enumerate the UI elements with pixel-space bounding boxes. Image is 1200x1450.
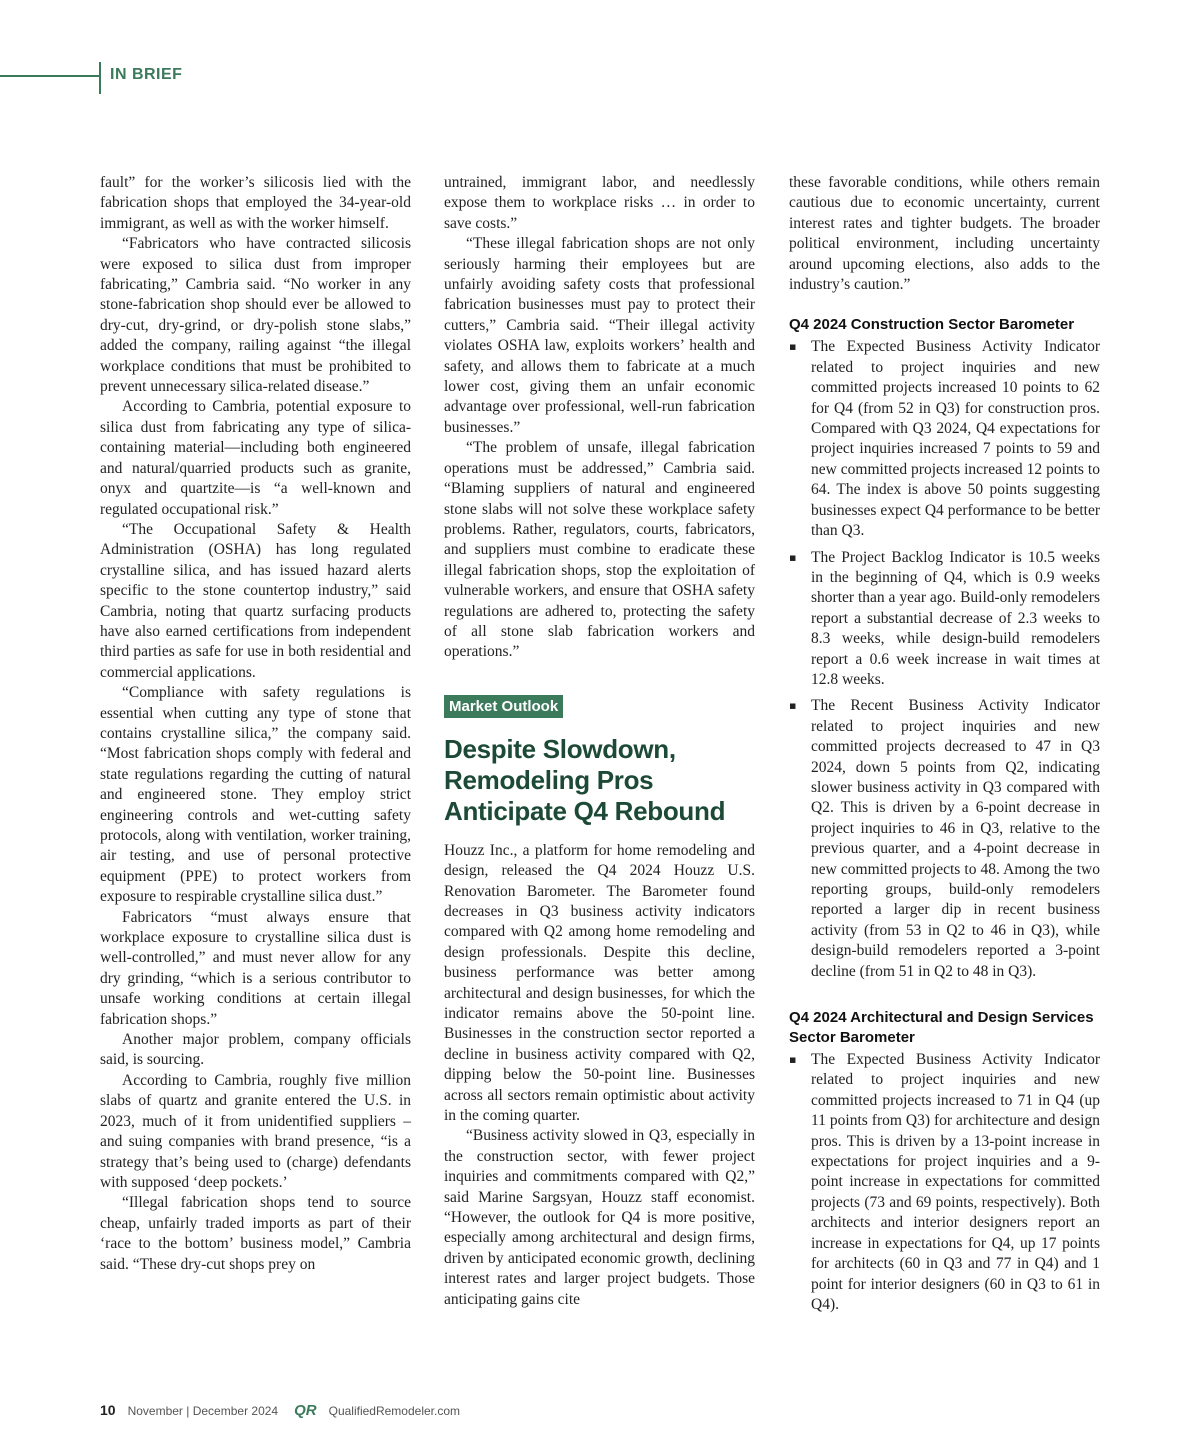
paragraph: “The Occupational Safety & Health Administration (OSHA) has long regulated crystalline silica, and has issued hazard alerts specific to the stone countertop industry,” said Cambria, noting that quartz surfacing products have also earned certifications from independent third parties as safe for use in both residential and commercial applications. xyxy=(100,520,411,681)
header-divider xyxy=(99,62,101,94)
paragraph: “Compliance with safety regulations is essential when cutting any type of stone that contains crystalline silica,” the company said. “Most fabrication shops comply with federal and state regulations regarding the cutting of natural and engineered stone. They employ strict engineering controls and wet-cutting safety protocols, along with ventilation, worker training, air testing, and use of personal protective equipment (PPE) to protect workers from exposure to respirable crystalline silica dust.” xyxy=(100,684,411,906)
paragraph: these favorable conditions, while others remain cautious due to economic uncertainty, current interest rates and tighter budgets. The broader political environment, including uncertainty around upcoming elections, also adds to the industry’s caution.” xyxy=(789,174,1100,294)
bullet-icon: ▪ xyxy=(789,699,797,713)
market-outlook-tag: Market Outlook xyxy=(444,695,563,718)
architectural-bullet-list xyxy=(789,1050,1100,1315)
column-3 xyxy=(789,173,1100,1321)
list-item: ▪ The Expected Business Activity Indicator related to project inquiries and new committed projects increased to 71 in Q4 (up 11 points from Q3) for architecture and design pros. This is driven by a 13-point increase in expectations for project inquiries and a 9-point increase in expectations for committed projects (73 and 69 points, respectively). Both architects and interior designers report an increase in expectations for Q4, up 17 points for architects (60 in Q3 and 77 in Q4) and 1 point for interior designers (60 in Q3 to 61 in Q4). xyxy=(789,1051,1100,1313)
header-rule xyxy=(0,75,100,77)
architectural-barometer-heading: Q4 2024 Architectural and Design Services Sector Barometer xyxy=(789,1009,1094,1047)
paragraph: “These illegal fabrication shops are not only seriously harming their employees but are unfairly avoiding safety costs that professional fabrication businesses must pay to protect their cutters,” Cambria said. “Their illegal activity violates OSHA law, exploits workers’ health and safety, and allows them to fabricate at a much lower cost, giving them an unfair economic advantage over professional, well-run fabrication businesses.” xyxy=(444,235,755,436)
section-label: IN BRIEF xyxy=(110,66,183,83)
paragraph: “Illegal fabrication shops tend to source cheap, unfairly traded imports as part of their ‘race to the bottom’ business model,” Cambria said. “These dry-cut shops prey on xyxy=(100,1194,411,1273)
article-paragraph: Houzz Inc., a platform for home remodeling and design, released the Q4 2024 Houzz U.S. Renovation Barometer. The Barometer found decreases in Q3 business activity indicators compared with Q2 among home remodeling and design professionals. Despite this decline, business performance was better among architectural and design businesses, for which the indicator remains above the 50-point line. Businesses in the construction sector reported a decline in business activity compared with Q2, dipping below the 50-point line. Businesses across all sectors remain optimistic about activity in the coming quarter. xyxy=(444,841,755,1125)
article-paragraph: “Business activity slowed in Q3, especially in the construction sector, with fewer project inquiries and commitments compared with Q2,” said Marine Sargsyan, Houzz staff economist. “However, the outlook for Q4 is more positive, especially among architectural and design firms, driven by anticipated economic growth, declining interest rates and larger project budgets. Those anticipating gains cite xyxy=(444,1127,755,1308)
paragraph: According to Cambria, roughly five million slabs of quartz and granite entered the U.S. in 2023, much of it from unidentified suppliers – and suing companies with brand presence, “is a strategy that’s being used to (charge) defendants with supposed ‘deep pockets.’ xyxy=(100,1071,411,1191)
article-headline: Despite Slowdown, Remodeling Pros Anticipate Q4 Rebound xyxy=(444,733,726,826)
column-1 xyxy=(100,173,411,1275)
bullet-icon: ▪ xyxy=(789,550,797,564)
website-link[interactable]: QualifiedRemodeler.com xyxy=(328,1404,461,1418)
list-item: ▪ The Project Backlog Indicator is 10.5 weeks in the beginning of Q4, which is 0.9 weeks shorter than a year ago. Build-only remodelers report a substantial decrease of 2.3 weeks to 8.3 weeks, while design-build remodelers report a 0.6 week increase in wait times at 12.8 weeks. xyxy=(789,548,1100,688)
paragraph: According to Cambria, potential exposure to silica dust from fabricating any type of silica-containing material—including both engineered and natural/quarried products such as granite, onyx and quartzite—is “a well-known and regulated occupational risk.” xyxy=(100,398,411,518)
page-footer xyxy=(100,1402,460,1419)
paragraph: Fabricators “must always ensure that workplace exposure to crystalline silica dust is well-controlled,” and must never allow for any dry grinding, “which is a serious contributor to unsafe working conditions at certain illegal fabrication shops.” xyxy=(100,908,411,1028)
bullet-icon: ▪ xyxy=(789,1053,797,1067)
qr-logo: QR xyxy=(294,1402,317,1419)
bullet-icon: ▪ xyxy=(789,340,797,354)
paragraph: fault” for the worker’s silicosis lied with the fabrication shops that employed the 34-year-old immigrant, as well as with the worker himself. xyxy=(100,174,411,232)
paragraph: untrained, immigrant labor, and needlessly expose them to workplace risks … in order to save costs.” xyxy=(444,174,755,232)
paragraph: Another major problem, company officials said, is sourcing. xyxy=(100,1031,411,1069)
list-item: ▪ The Recent Business Activity Indicator related to project inquiries and new committed projects decreased to 47 in Q3 2024, down 5 points from Q2, indicating slower business activity in Q3 compared with Q2. This is driven by a 6-point decrease in project inquiries to 46 in Q3, relative to the previous quarter, and a 4-point decrease in new committed projects to 48. Among the two reporting groups, build-only remodelers reported a larger dip in recent business activity (from 53 in Q2 to 46 in Q3), while design-build remodelers reported a 3-point decline (from 51 in Q2 to 48 in Q3). xyxy=(789,697,1100,980)
page-number: 10 xyxy=(100,1402,116,1418)
paragraph: “The problem of unsafe, illegal fabrication operations must be addressed,” Cambria said. “Blaming suppliers of natural and engineered stone slabs will not solve these workplace safety problems. Rather, regulators, courts, fabricators, and suppliers must combine to eradicate these illegal fabrication shops, stop the exploitation of vulnerable workers, and ensure that OSHA safety regulations are adhered to, protecting the safety of all stone slab fabrication workers and operations.” xyxy=(444,439,755,661)
paragraph: “Fabricators who have contracted silicosis were exposed to silica dust from improper fabricating,” Cambria said. “No worker in any stone-fabrication shop should ever be allowed to dry-cut, dry-grind, or dry-polish stone slabs,” added the company, railing against “the illegal workplace conditions that must be prohibited to prevent unnecessary silica-related disease.” xyxy=(100,235,411,396)
list-item: ▪ The Expected Business Activity Indicator related to project inquiries and new committed projects increased 10 points to 62 for Q4 (from 52 in Q3) for construction pros. Compared with Q3 2024, Q4 expectations for project inquiries increased 7 points to 59 and new committed projects increased 12 points to 64. The index is above 50 points suggesting businesses expect Q4 performance to be better than Q3. xyxy=(789,338,1100,540)
column-2 xyxy=(444,173,755,1310)
issue-date: November | December 2024 xyxy=(127,1404,279,1418)
construction-bullet-list xyxy=(789,337,1100,982)
construction-barometer-heading: Q4 2024 Construction Sector Barometer xyxy=(789,316,1075,334)
